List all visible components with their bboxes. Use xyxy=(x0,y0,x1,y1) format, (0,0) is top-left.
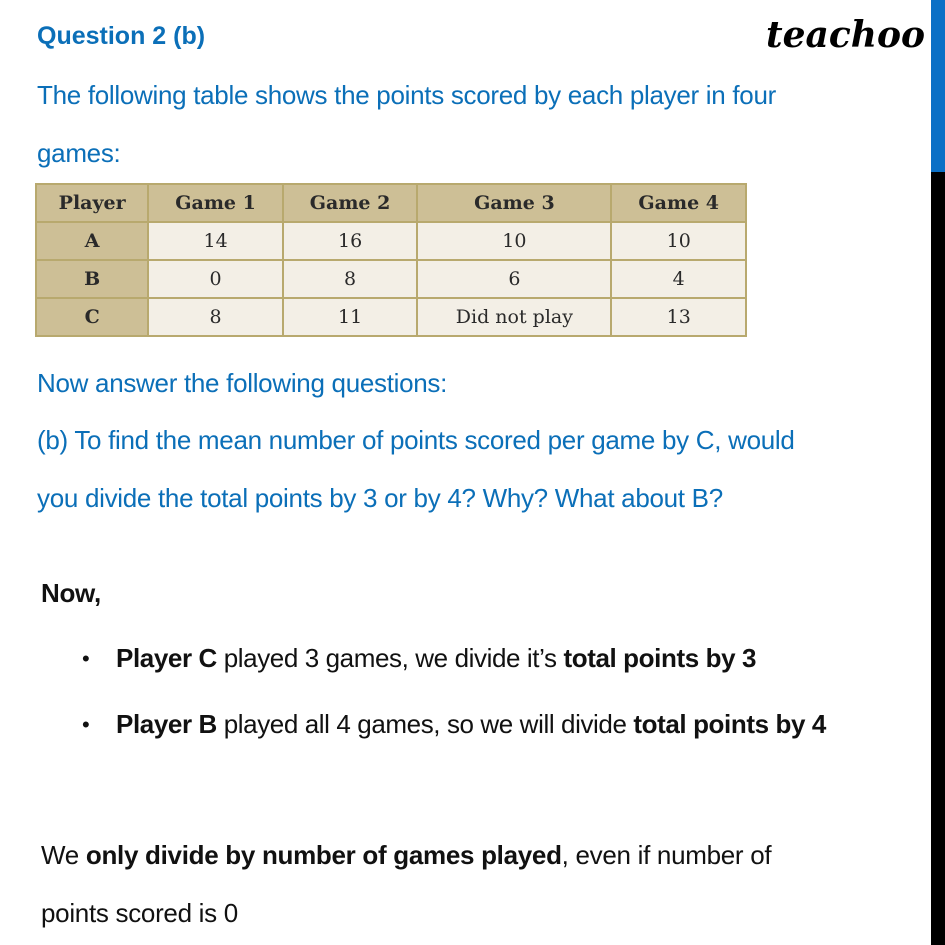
score-cell: 14 xyxy=(148,222,283,260)
bullet-bold-start: Player C xyxy=(116,643,217,673)
score-cell: 13 xyxy=(611,298,746,336)
score-cell: 8 xyxy=(283,260,418,298)
header-game-3: Game 3 xyxy=(417,184,611,222)
table-row xyxy=(36,222,746,260)
header-game-2: Game 2 xyxy=(283,184,418,222)
table-header-row xyxy=(36,184,746,222)
sidebar-accent-black xyxy=(931,172,945,945)
bullet-bold-end: total points by 4 xyxy=(633,709,826,739)
player-cell: A xyxy=(36,222,148,260)
conclusion-line2: points scored is 0 xyxy=(41,898,238,928)
table-row xyxy=(36,298,746,336)
conclusion-bold: only divide by number of games played xyxy=(85,840,562,870)
bullet-icon: • xyxy=(82,646,90,671)
player-cell: B xyxy=(36,260,148,298)
bullet-bold-start: Player B xyxy=(116,709,217,739)
score-cell: 4 xyxy=(611,260,746,298)
player-cell: C xyxy=(36,298,148,336)
bullet-middle: played 3 games, we divide it’s xyxy=(216,643,564,673)
bullet-icon: • xyxy=(82,712,90,737)
scores-table xyxy=(35,183,747,337)
question-prompt: Now answer the following questions: xyxy=(37,368,448,398)
question-intro-line1: The following table shows the points scored by each player in four xyxy=(37,80,776,110)
score-cell: 10 xyxy=(611,222,746,260)
table-row xyxy=(36,260,746,298)
header-player: Player xyxy=(36,184,148,222)
bullet-player-c xyxy=(116,643,756,674)
teachoo-logo: teachoo xyxy=(766,14,925,56)
question-part-b-line2: you divide the total points by 3 or by 4? Why? What about B? xyxy=(37,483,723,513)
score-cell: 11 xyxy=(283,298,418,336)
header-game-4: Game 4 xyxy=(611,184,746,222)
question-part-b-line1: (b) To find the mean number of points scored per game by C, would xyxy=(37,425,795,455)
bullet-player-b xyxy=(116,709,826,740)
score-cell: 0 xyxy=(148,260,283,298)
bullet-bold-end: total points by 3 xyxy=(563,643,757,673)
score-cell: 16 xyxy=(283,222,418,260)
conclusion-rest: , even if number of xyxy=(561,840,772,870)
sidebar-accent-blue xyxy=(931,0,945,172)
question-intro-line2: games: xyxy=(37,138,121,168)
question-title: Question 2 (b) xyxy=(37,22,206,50)
bullet-middle: played all 4 games, so we will divide xyxy=(216,709,634,739)
conclusion-start: We xyxy=(41,840,86,870)
score-cell: 8 xyxy=(148,298,283,336)
header-game-1: Game 1 xyxy=(148,184,283,222)
score-cell: Did not play xyxy=(417,298,611,336)
score-cell: 6 xyxy=(417,260,611,298)
answer-heading: Now, xyxy=(41,578,101,608)
score-cell: 10 xyxy=(417,222,611,260)
conclusion-line1 xyxy=(41,840,771,871)
